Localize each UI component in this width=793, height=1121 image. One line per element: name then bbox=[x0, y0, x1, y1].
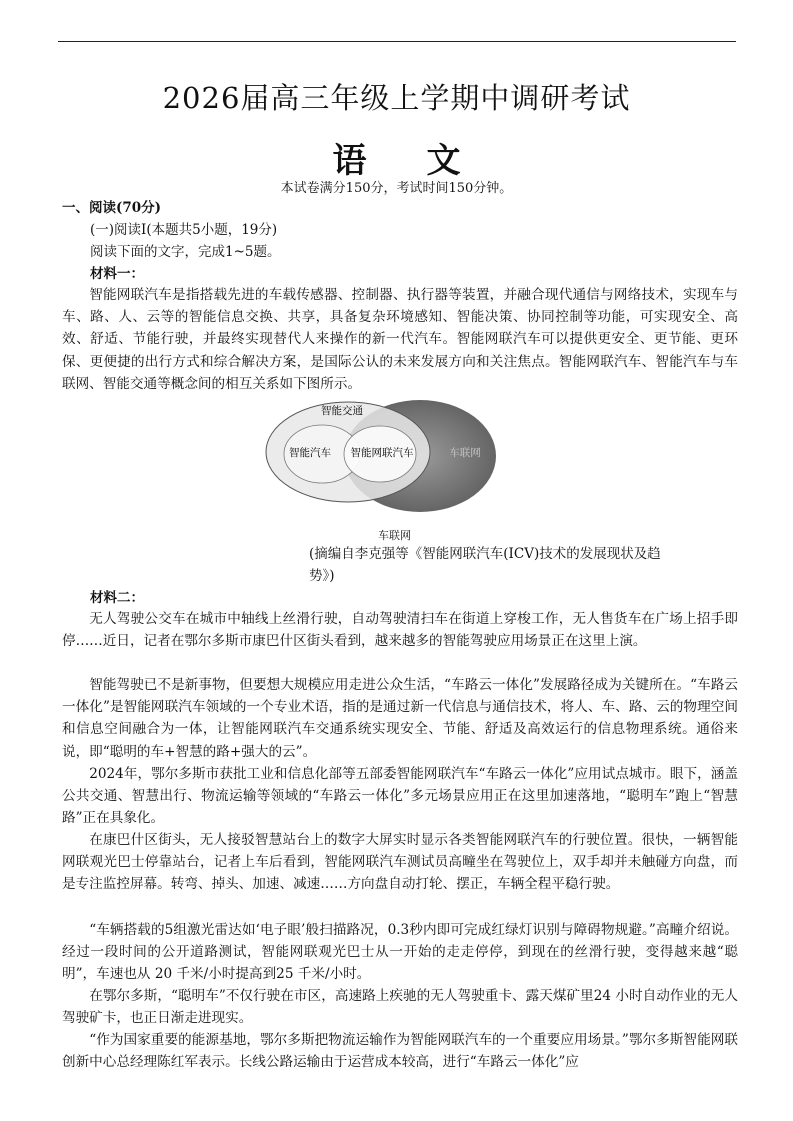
material2-paragraph-7: “作为国家重要的能源基地，鄂尔多斯把物流运输作为智能网联汽车的一个重要应用场景。”鄂尔多斯智能网联创新中心总经理陈红军表示。长线公路运输由于运营成本较高，进行“车路云一体化”应 bbox=[62, 1032, 738, 1071]
source-line-2: 势》) bbox=[309, 568, 335, 584]
top-rule bbox=[58, 41, 736, 42]
exam-title: 2026届高三年级上学期中调研考试 bbox=[162, 81, 631, 115]
material2-paragraph-3: 2024年，鄂尔多斯市获批工业和信息化部等五部委智能网联汽车“车路云一体化”应用试点城市。眼下，涵盖公共交通、智慧出行、物流运输等领域的“车路云一体化”多元场景应用正在这里加速落地，“聪明车”跑上“智慧路”正在具象化。 bbox=[62, 766, 738, 827]
material2-paragraph-1: 无人驾驶公交车在城市中轴线上丝滑行驶，自动驾驶清扫车在街道上穿梭工作，无人售货车在广场上招手即停……近日，记者在鄂尔多斯市康巴什区街头看到，越来越多的智能驾驶应用场景正在这里上演。 bbox=[62, 611, 738, 650]
label-smart-connected-car: 智能网联汽车 bbox=[350, 447, 414, 459]
section-heading: 一、阅读(70分) bbox=[62, 200, 162, 216]
venn-diagram-svg bbox=[260, 398, 500, 530]
material2-paragraph-4: 在康巴什区街头，无人接驳智慧站台上的数字大屏实时显示各类智能网联汽车的行驶位置。很快，一辆智能网联观光巴士停靠站台，记者上车后看到，智能网联汽车测试员高疃坐在驾驶位上，双手却并未触碰方向盘，而是专注监控屏幕。转弯、掉头、加速、减速……方向盘自动打轮、摆正，车辆全程平稳行驶。 bbox=[62, 832, 738, 893]
source-line-1: (摘编自李克强等《智能网联汽车(ICV)技术的发展现状及趋 bbox=[309, 546, 661, 562]
label-car-network: 车联网 bbox=[449, 447, 481, 459]
subject-char-2: 文 bbox=[426, 141, 461, 181]
subject-title bbox=[0, 133, 793, 182]
material1-paragraph: 智能网联汽车是指搭载先进的车载传感器、控制器、执行器等装置，并融合现代通信与网络技术，实现车与车、路、人、云等的智能信息交换、共享，具备复杂环境感知、智能决策、协同控制等功能，可实现安全、高效、舒适、节能行驶，并最终实现替代人来操作的新一代汽车。智能网联汽车可以提供更安全、更节能、更环保、更便捷的出行方式和综合解决方案，是国际公认的未来发展方向和关注焦点。智能网联汽车、智能汽车与车联网、智能交通等概念间的相互关系如下图所示。 bbox=[62, 287, 738, 392]
material2-paragraph-2: 智能驾驶已不是新事物，但要想大规模应用走进公众生活，“车路云一体化”发展路径成为关键所在。“车路云一体化”是智能网联汽车领域的一个专业术语，指的是通过新一代信息与通信技术，将人、车、路、云的物理空间和信息空间融合为一体，让智能网联汽车交通系统实现安全、节能、舒适及高效运行的信息物理系统。通俗来说，即“聪明的车+智慧的路+强大的云”。 bbox=[62, 677, 738, 760]
exam-note: 本试卷满分150分，考试时间150分钟。 bbox=[280, 181, 513, 196]
subject-char-1: 语 bbox=[332, 141, 367, 181]
material1-label: 材料一： bbox=[90, 266, 144, 282]
label-smart-car: 智能汽车 bbox=[289, 447, 331, 459]
material2-label: 材料二： bbox=[90, 590, 144, 606]
reading-instruction: 阅读下面的文字，完成1~5题。 bbox=[90, 244, 281, 260]
label-smart-traffic: 智能交通 bbox=[321, 405, 363, 417]
material2-paragraph-5: “车辆搭载的5组激光雷达如‘电子眼’般扫描路况，0.3秒内即可完成红绿灯识别与障碍物规避。”高疃介绍说。经过一段时间的公开道路测试，智能网联观光巴士从一开始的走走停停，到现在的丝滑行驶，变得越来越“聪明”，车速也从 20 千米/小时提高到25 千米/小时。 bbox=[62, 922, 738, 983]
material1-source bbox=[309, 543, 739, 587]
material2-paragraph-6: 在鄂尔多斯，“聪明车”不仅行驶在市区，高速路上疾驰的无人驾驶重卡、露天煤矿里24 小时自动作业的无人驾驶矿卡，也正日渐走进现实。 bbox=[62, 988, 738, 1027]
diagram-caption: 车联网 bbox=[378, 529, 411, 542]
sub-section-heading: (一)阅读Ⅰ(本题共5小题，19分) bbox=[90, 222, 278, 238]
relationship-diagram bbox=[260, 398, 500, 530]
